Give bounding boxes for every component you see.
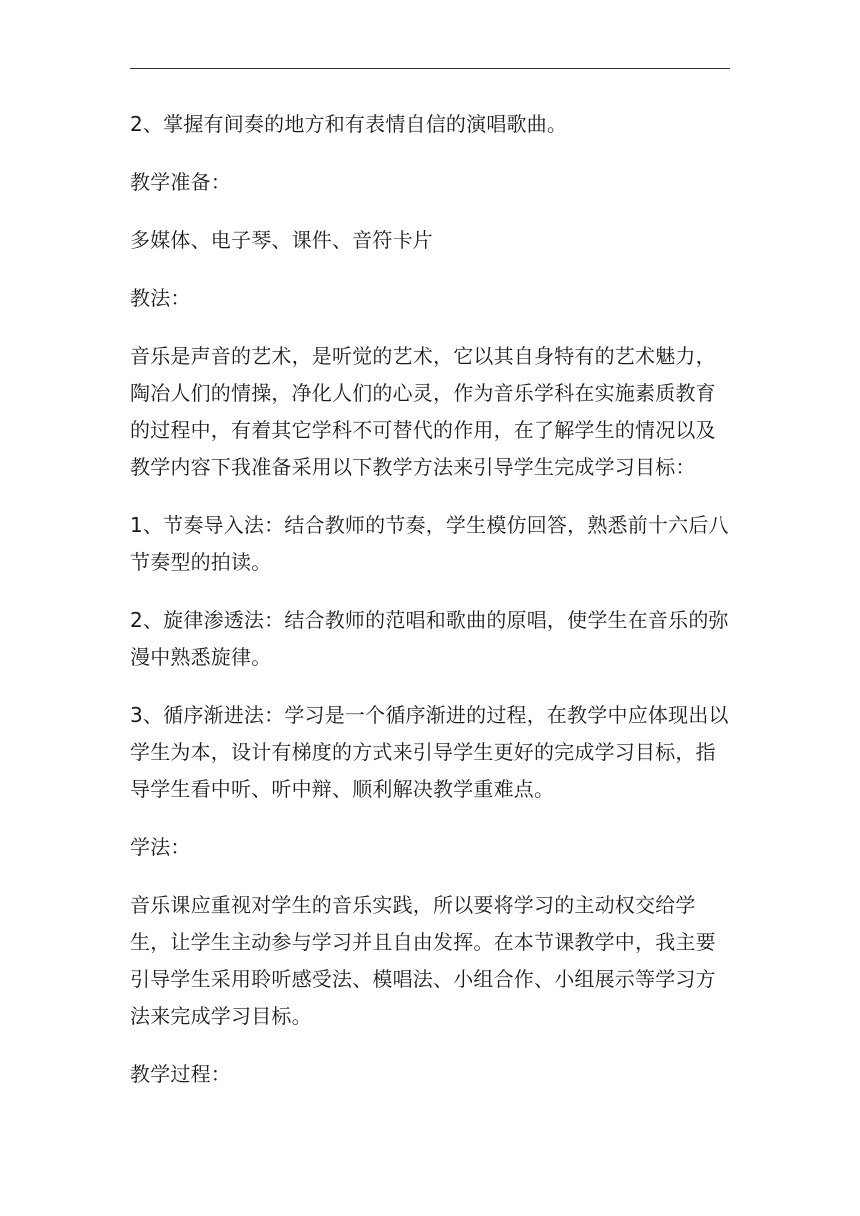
- header-rule: [130, 68, 730, 69]
- materials-list: 多媒体、电子琴、课件、音符卡片: [130, 228, 433, 252]
- heading-teaching-process: 教学过程：: [130, 1062, 231, 1086]
- heading-teaching-method: 教法：: [130, 286, 191, 310]
- learning-method-text: 音乐课应重视对学生的音乐实践，所以要将学习的主动权交给学生，让学生主动参与学习并且自由发挥。在本节课教学中，我主要引导学生采用聆听感受法、模唱法、小组合作、小组展示等学习方法来完成学习目标。: [130, 893, 716, 1028]
- method-melody-infiltration: 2、旋律渗透法：结合教师的范唱和歌曲的原唱，使学生在音乐的弥漫中熟悉旋律。: [130, 608, 729, 669]
- method-step-by-step: 3、循序渐进法：学习是一个循序渐进的过程，在教学中应体现出以学生为本，设计有梯度的方式来引导学生更好的完成学习目标，指导学生看中听、听中辩、顺利解决教学重难点。: [130, 703, 729, 801]
- document-body: [130, 106, 730, 1114]
- method-rhythm-introduction: 1、节奏导入法：结合教师的节奏，学生模仿回答，熟悉前十六后八节奏型的拍读。: [130, 513, 729, 574]
- objective-2: 2、掌握有间奏的地方和有表情自信的演唱歌曲。: [130, 112, 568, 136]
- teaching-method-intro: 音乐是声音的艺术，是听觉的艺术，它以其自身特有的艺术魅力，陶冶人们的情操，净化人们的心灵，作为音乐学科在实施素质教育的过程中，有着其它学科不可替代的作用，在了解学生的情况以及教学内容下我准备采用以下教学方法来引导学生完成学习目标：: [130, 344, 716, 479]
- heading-learning-method: 学法：: [130, 835, 191, 859]
- heading-teaching-preparation: 教学准备：: [130, 170, 231, 194]
